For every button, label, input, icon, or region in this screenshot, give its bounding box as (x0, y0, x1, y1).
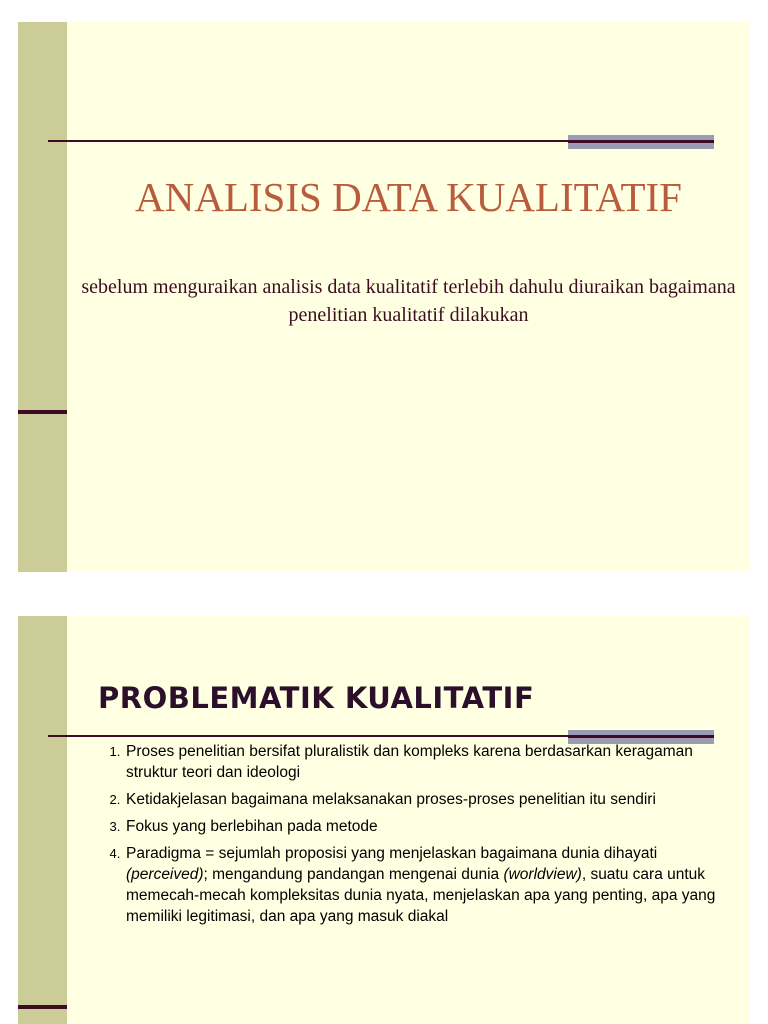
worldview-term: (worldview) (503, 866, 582, 883)
list-item: 2. Ketidakjelasan bagaimana melaksanakan proses-proses penelitian itu sendiri (124, 789, 724, 810)
perceived-term: (perceived) (126, 866, 204, 883)
list-item: 3. Fokus yang berlebihan pada metode (124, 816, 724, 837)
slide-2 (18, 616, 750, 1024)
slide-1-side-mark (18, 410, 67, 414)
slide-2-title: PROBLEMATIK KUALITATIF (98, 681, 535, 715)
slide-2-side-mark (18, 1005, 67, 1009)
list-item: 1. Proses penelitian bersifat pluralistik dan kompleks karena berdasarkan keragaman struktur teori dan ideologi (124, 741, 724, 783)
problem-list (102, 741, 724, 933)
slide-1-title: ANALISIS DATA KUALITATIF (135, 174, 682, 220)
slide-1-subtitle: sebelum menguraikan analisis data kualitatif terlebih dahulu diuraikan bagaimana penelitian kualitatif dilakukan (81, 276, 736, 326)
list-item: 4. Paradigma = sejumlah proposisi yang menjelaskan bagaimana dunia dihayati (perceived); mengandung pandangan mengenai dunia (worldview), suatu cara untuk memecah-mecah kompleksitas dunia nyata, menjelaskan apa yang penting, apa yang memiliki legitimasi, dan apa yang masuk diakal (124, 843, 724, 927)
slide-1 (18, 22, 750, 572)
slide-1-rule-block (568, 135, 714, 149)
slide-2-side-bar (18, 616, 67, 1024)
slide-1-side-bar (18, 22, 67, 572)
